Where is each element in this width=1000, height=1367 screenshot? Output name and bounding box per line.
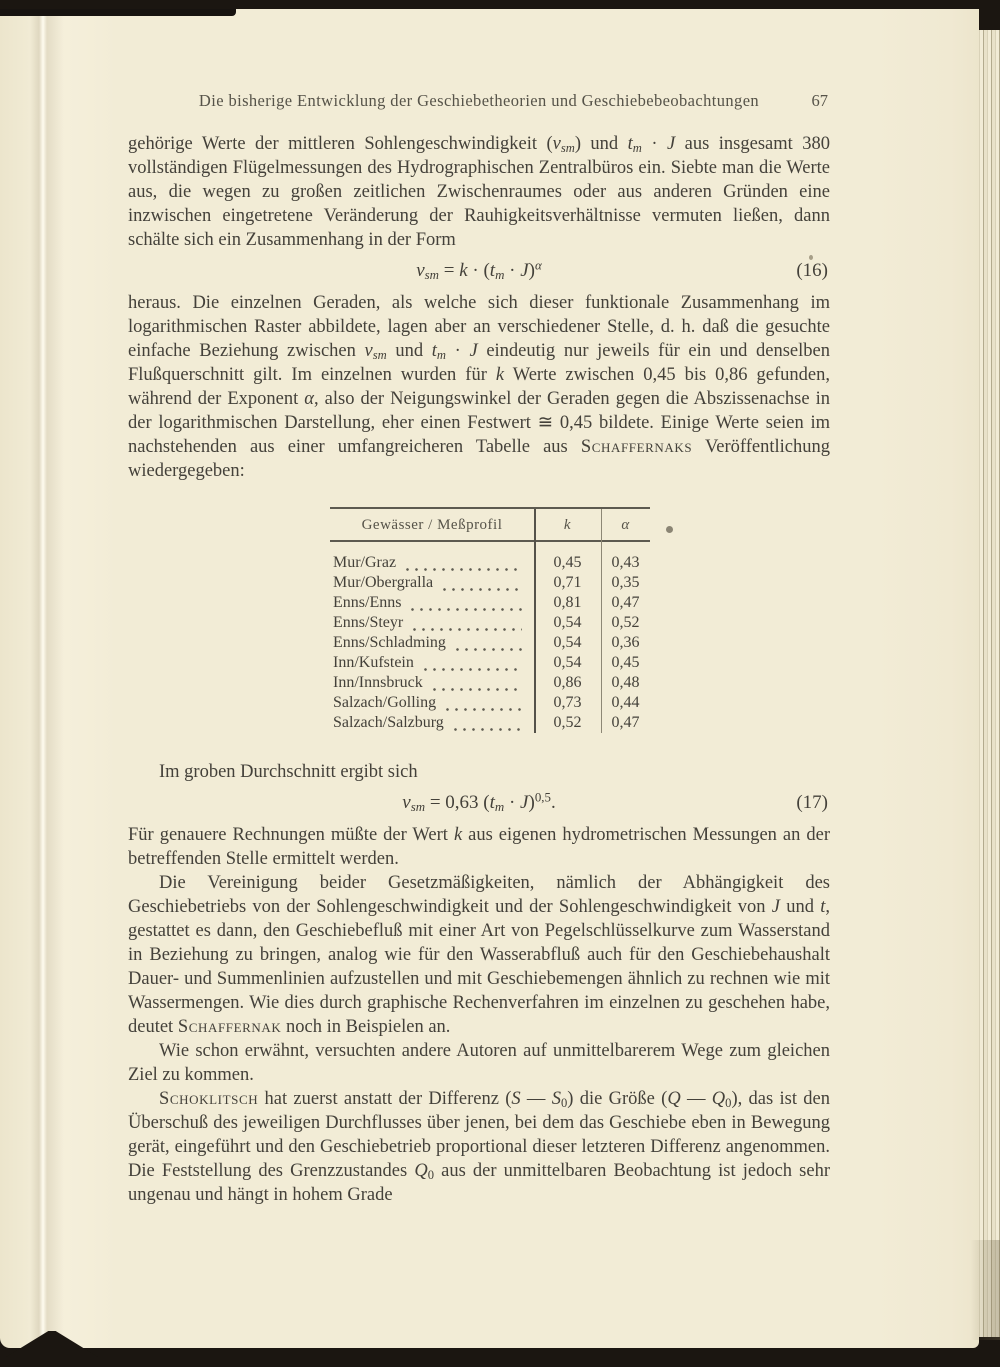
table-cell-alpha: 0,47 [611, 594, 640, 611]
equation-17 [128, 791, 830, 815]
dotted-leader [408, 606, 522, 611]
equation-17-formula: $v_{sm} = 0,63$ $(t_m \cdot J)^{0,5}$. [402, 789, 556, 815]
scan-speck [666, 526, 673, 533]
table-cell-alpha: 0,44 [611, 694, 640, 711]
paragraph-6: Wie schon erwähnt, versuchten andere Autoren auf unmittelbarerem Wege zum gleichen Ziel zu kommen. [128, 1041, 830, 1085]
table-cell-river: Mur/Obergralla [330, 573, 534, 593]
table-cell-river: Inn/Innsbruck [330, 673, 534, 693]
table-header-k: k [563, 516, 572, 533]
table-row [330, 573, 650, 593]
table-row [330, 633, 650, 653]
dotted-leader [453, 646, 522, 651]
table-cell-river: Enns/Steyr [330, 613, 534, 633]
table-cell-alpha: 0,43 [611, 554, 640, 571]
book-page [0, 9, 979, 1348]
table-cell-alpha: 0,48 [611, 674, 640, 691]
dotted-leader [440, 586, 522, 591]
table-row [330, 553, 650, 573]
table-cell-alpha: 0,35 [611, 574, 640, 591]
table-row [330, 693, 650, 713]
table-row [330, 613, 650, 633]
table-header-row [330, 509, 650, 542]
dotted-leader [403, 566, 522, 571]
data-table [330, 507, 650, 733]
paragraph-3: Im groben Durchschnitt ergibt sich [159, 762, 418, 782]
table-cell-alpha: 0,47 [611, 714, 640, 731]
table-vertical-rule-1 [534, 509, 536, 733]
page-edge-shadow [970, 1240, 1000, 1340]
scan-speck [809, 255, 813, 260]
table-cell-river: Inn/Kufstein [330, 653, 534, 673]
table-cell-k: 0,73 [553, 694, 582, 711]
page-edge-stack [979, 30, 1000, 1337]
table-cell-k: 0,54 [553, 654, 582, 671]
dotted-leader [421, 666, 522, 671]
table-cell-alpha: 0,45 [611, 654, 640, 671]
equation-16 [128, 259, 830, 283]
paragraph-5: Die Vereinigung beider Gesetzmäßigkeiten, nämlich der Abhängigkeit des Geschiebetriebs von der Sohlengeschwindigkeit und der Sohlengeschwindigkeit von J und t, gestattet es dann, den Geschiebefluß mit einer Art von Pegelschlüsselkurve zum Wasserstand in Beziehung zu bringen, analog wie für den Wasserabfluß auch für den Geschiebehaushalt Dauer- und Summenlinien aufzustellen und mit Geschiebemengen ähnlich zu rechnen wie mit Wassermengen. Wie dies durch graphische Rechenverfahren im einzelnen zu geschehen habe, deutet Schaffernak noch in Beispielen an. [128, 873, 830, 1037]
table-cell-river: Enns/Enns [330, 593, 534, 613]
dotted-leader [410, 626, 522, 631]
table-cell-river: Enns/Schladming [330, 633, 534, 653]
dotted-leader [443, 706, 522, 711]
table-cell-k: 0,45 [553, 554, 582, 571]
table-row [330, 593, 650, 613]
table-row [330, 673, 650, 693]
table-cell-alpha: 0,36 [611, 634, 640, 651]
table-cell-river: Salzach/Golling [330, 693, 534, 713]
paragraph-1: gehörige Werte der mittleren Sohlengeschwindigkeit $(v_{sm})$ und $t_m \cdot J$ aus insgesamt 380 vollständigen Flügelmessungen des Hydrographischen Zentralbüros ein. Siebte man die Werte aus, die wegen zu großen zeitlichen Zwischenraumes oder aus anderen Gründen eine inzwischen eingetretene Veränderung der Rauhigkeitsverhältnisse vermuten ließen, dann schälte sich ein Zusammenhang in der Form [128, 134, 830, 250]
table-cell-k: 0,54 [553, 614, 582, 631]
page-number: 67 [811, 91, 828, 110]
table-body [330, 542, 650, 733]
table-header-river: Gewässer / Meßprofil [361, 516, 503, 533]
table-cell-k: 0,52 [553, 714, 582, 731]
running-header [128, 91, 830, 111]
table-row [330, 653, 650, 673]
table-cell-river: Mur/Graz [330, 553, 534, 573]
table-cell-k: 0,71 [553, 574, 582, 591]
table-header-alpha: α [621, 516, 630, 533]
equation-17-number: (17) [796, 792, 828, 813]
table-cell-k: 0,86 [553, 674, 582, 691]
scan-top-shadow [0, 9, 236, 16]
table-cell-alpha: 0,52 [611, 614, 640, 631]
page-gutter-crease [30, 9, 64, 1348]
table-vertical-rule-2 [601, 509, 602, 733]
page-content [128, 91, 830, 1207]
table-cell-k: 0,81 [553, 594, 582, 611]
dotted-leader [451, 726, 522, 731]
equation-16-formula: $v_{sm} = k \cdot (t_m \cdot J)^\alpha$ [416, 257, 542, 283]
running-header-title: Die bisherige Entwicklung der Geschiebetheorien und Geschiebebeobachtungen [198, 91, 760, 110]
dotted-leader [430, 686, 522, 691]
table-cell-k: 0,54 [553, 634, 582, 651]
paragraph-7: Schoklitsch hat zuerst anstatt der Differenz (S — $S_0$) die Größe (Q — $Q_0$), das ist den Überschuß des jeweiligen Durchflusses über jenen, bei dem das Geschiebe eben in Bewegung gerät, eingeführt und den Geschiebetrieb proportional dieser letzteren Differenz angenommen. Die Feststellung des Grenzzustandes $Q_0$ aus der unmittelbaren Beobachtung ist jedoch sehr ungenau und hängt in hohem Grade [128, 1089, 830, 1205]
paragraph-2: heraus. Die einzelnen Geraden, als welche sich dieser funktionale Zusammenhang im logarithmischen Raster abbildete, lagen aber an verschiedener Stelle, d. h. daß die gesuchte einfache Beziehung zwischen $v_{sm}$ und $t_m \cdot J$ eindeutig nur jeweils für ein und denselben Flußquerschnitt gilt. Im einzelnen wurden für k Werte zwischen 0,45 bis 0,86 gefunden, während der Exponent α, also der Neigungswinkel der Geraden gegen die Abszissenachse in der logarithmischen Darstellung, eher einen Festwert ≅ 0,45 bildete. Einige Werte seien im nachstehenden aus einer umfangreicheren Tabelle aus Schaffernaks Veröffentlichung wiedergegeben: [128, 293, 830, 481]
paragraph-4: Für genauere Rechnungen müßte der Wert k aus eigenen hydrometrischen Messungen an der betreffenden Stelle ermittelt werden. [128, 825, 830, 869]
table-cell-river: Salzach/Salzburg [330, 713, 534, 733]
equation-16-number: (16) [796, 260, 828, 281]
table-row [330, 713, 650, 733]
